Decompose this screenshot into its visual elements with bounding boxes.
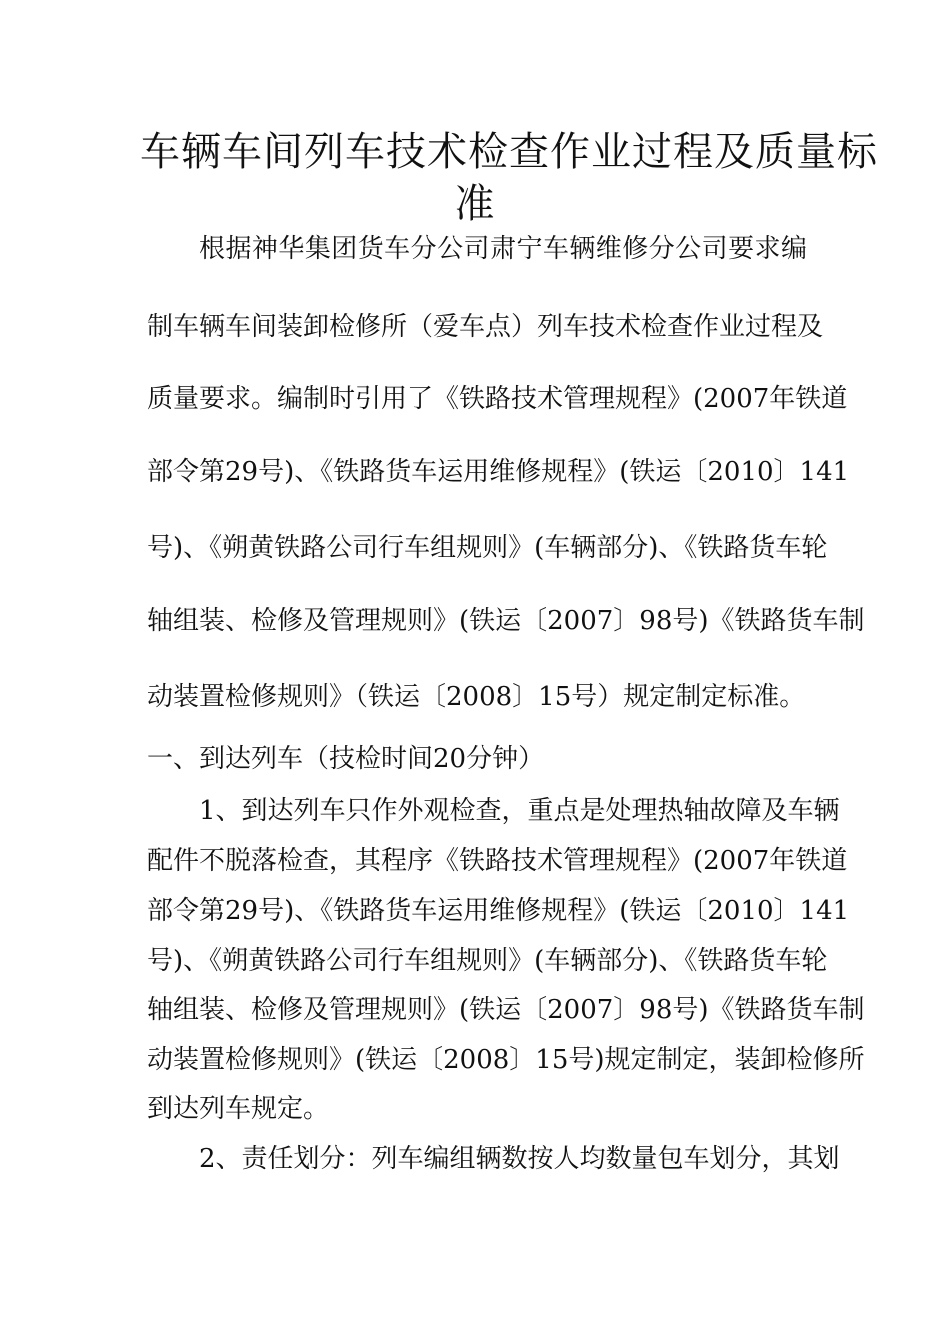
- item1-line: 到达列车规定。: [147, 1094, 330, 1124]
- intro-line: 质量要求。编制时引用了《铁路技术管理规程》(2007年铁道: [147, 384, 848, 414]
- intro-line: 轴组装、检修及管理规则》(铁运〔2007〕98号)《铁路货车制: [147, 606, 865, 636]
- item1-line: 1、到达列车只作外观检查，重点是处理热轴故障及车辆: [199, 796, 840, 826]
- intro-line: 号)、《朔黄铁路公司行车组规则》(车辆部分)、《铁路货车轮: [147, 533, 828, 563]
- item1-line: 部令第29号)、《铁路货车运用维修规程》(铁运〔2010〕141: [147, 896, 850, 926]
- item2-line: 2、责任划分：列车编组辆数按人均数量包车划分，其划: [199, 1144, 840, 1174]
- item1-line: 配件不脱落检查，其程序《铁路技术管理规程》(2007年铁道: [147, 846, 848, 876]
- intro-line: 动装置检修规则》（铁运〔2008〕15号）规定制定标准。: [147, 682, 806, 712]
- item1-line: 号)、《朔黄铁路公司行车组规则》(车辆部分)、《铁路货车轮: [147, 946, 828, 976]
- section-heading: 一、到达列车（技检时间20分钟）: [147, 744, 545, 774]
- intro-line: 部令第29号)、《铁路货车运用维修规程》(铁运〔2010〕141: [147, 457, 850, 487]
- item1-line: 动装置检修规则》(铁运〔2008〕15号)规定制定，装卸检修所: [147, 1045, 865, 1075]
- document-title-line-1: 车辆车间列车技术检查作业过程及质量标: [140, 129, 878, 175]
- intro-line: 根据神华集团货车分公司肃宁车辆维修分公司要求编: [199, 234, 807, 264]
- document-title-line-2: 准: [454, 181, 496, 227]
- intro-line: 制车辆车间装卸检修所（爱车点）列车技术检查作业过程及: [147, 312, 824, 342]
- item1-line: 轴组装、检修及管理规则》(铁运〔2007〕98号)《铁路货车制: [147, 995, 865, 1025]
